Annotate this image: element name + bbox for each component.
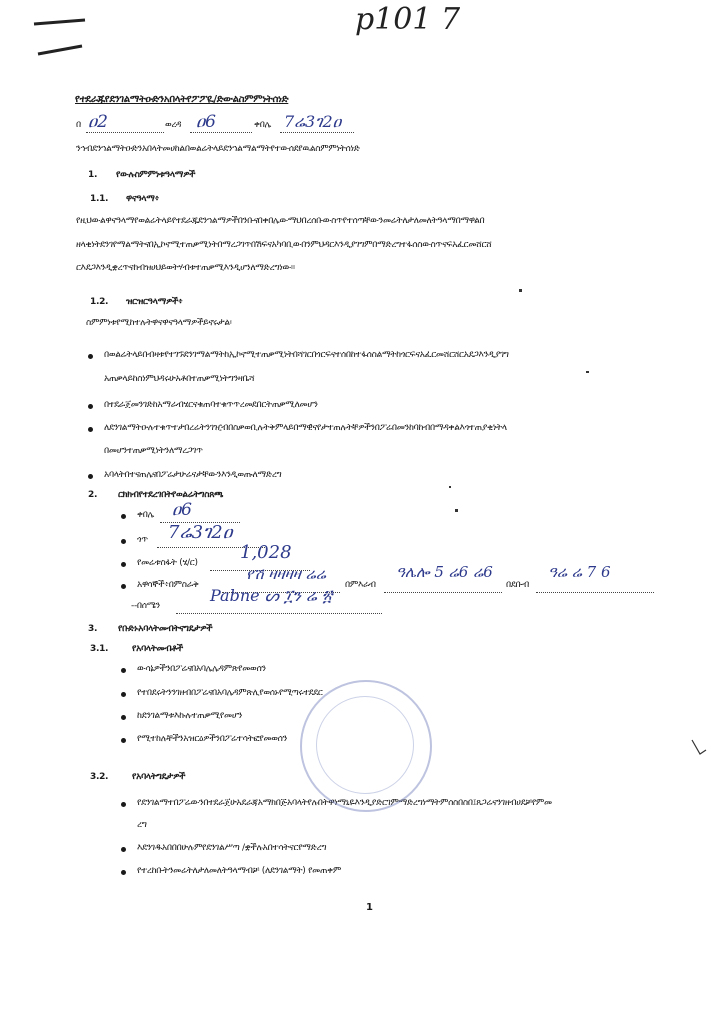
section-1-1-number: 1.1. bbox=[90, 194, 109, 204]
field-line bbox=[384, 592, 502, 593]
field-label: የመሬቱስፋት (ሄ/ር) bbox=[137, 558, 198, 568]
section-3-1-number: 3.1. bbox=[90, 644, 109, 654]
date-name-line bbox=[280, 132, 354, 133]
bullet bbox=[88, 354, 93, 359]
list-item: ረግ bbox=[137, 820, 147, 830]
list-item: ከደንገልማቱእኩሉተጠቃሚየመሆን bbox=[137, 711, 243, 721]
section-1-2-heading: ዝርዝርዓላማዎች፥ bbox=[126, 297, 183, 307]
bullet bbox=[121, 870, 126, 875]
date-month-line bbox=[190, 132, 252, 133]
bullet bbox=[121, 539, 126, 544]
bullet bbox=[121, 668, 126, 673]
section-2-heading: ርክክብየተደረገበትየወልሬትግስጸጫ bbox=[118, 490, 224, 500]
date-month-value: ዐ6 bbox=[196, 112, 216, 132]
section-1-1-line: ዘላቂነትደንገየማልማትናበኢኮኖሚተጠቃሚነትበማረጋገጥበሽፍናአካባቢውበንምህዳርእንዲያገግምበማድረግተፋሰስውስጥናፍአፈርመሸርሸ bbox=[76, 240, 492, 250]
field-label: --በሰሜን bbox=[131, 601, 160, 611]
list-item: ለደንገልማትዑሉተቁጥተታበረሬትንገዢብበስቃወቢሉትቅምላይበማዊናየታተጠሉትቸዎችንበፖሬበመንከባከብበማዳቀልእጎተጠያቂነትላ bbox=[104, 423, 507, 433]
field-line bbox=[536, 592, 654, 593]
date-month-label: ወረዳ bbox=[165, 120, 182, 130]
margin-tick bbox=[690, 738, 710, 760]
date-day-value: ዐ2 bbox=[88, 112, 108, 132]
bullet bbox=[88, 404, 93, 409]
list-item: በወልሬትላይበብዛቱየተገኙደንገማልማትከኢኮኖሚተጠቃሚነትበሻገርበጎርፍናተሰበከተፋሰስልማትከጎርፍናአፈርመሸርሸርአደጋእንዲያገግ bbox=[104, 350, 509, 360]
page-number: 1 bbox=[366, 902, 373, 913]
intro-line: ንኅብደንኀልማትዑድንአበላትመሀከልበወልሬትላይደንኀልማልማትየተውሰደየዉልስምምነትሰነድ bbox=[76, 144, 360, 154]
field-value: 7ሬ3ገ2ዐ bbox=[168, 522, 233, 543]
list-item: አባላትበተናጠሌናበፖሬታሁሬናታቸውንእንዲወጡለማድረግ bbox=[104, 470, 282, 480]
list-item: የደንገልማተበፖሬውንበተደራጀሁአደራጃአማክበጅአባላትየሉበትዋነማኒዬእንዲያድርገምማድረግነማትምሰስበስበ፤ጸጋሬናንገዘብሀደቻየምመ bbox=[137, 798, 552, 808]
list-item: አጠቃላይከስነምህዳሩሁአቶበተጠቃሚነትግንዛቤሻ bbox=[104, 374, 255, 384]
field-value: 1,028 bbox=[240, 542, 292, 563]
handwritten-page-label: p101 7 bbox=[355, 2, 461, 37]
margin-marks bbox=[30, 10, 90, 60]
field-value: የሽ ዛዛዛዛ ሬሬ bbox=[246, 565, 326, 583]
field-value: ዓሬ ሬ 7 6 bbox=[548, 563, 611, 581]
date-day-line bbox=[86, 132, 164, 133]
field-label-west: በምእራብ bbox=[345, 580, 376, 590]
section-1-heading: የውሉስምምነቱዓላማዎች bbox=[116, 170, 196, 180]
bullet bbox=[121, 715, 126, 720]
section-3-2-number: 3.2. bbox=[90, 772, 109, 782]
list-item: ውሳኔዎችንበፖሬናበአባሌሌዳምጽየመወሰን bbox=[137, 664, 266, 674]
bullet bbox=[121, 738, 126, 743]
scan-speck bbox=[449, 486, 451, 488]
field-label: ቀበሌ bbox=[137, 510, 154, 520]
bullet bbox=[121, 514, 126, 519]
section-3-number: 3. bbox=[88, 624, 98, 634]
list-item: የተረከቡትንመሬትለታለመለትዓላማብቻ (ለደንገልማት) የመጠቀም bbox=[137, 866, 342, 876]
scan-speck bbox=[586, 371, 589, 373]
section-1-1-line: የዚህውልዋናዓላማየወልሬትላይየተደራጁደንኀልማዎችበንቡናበቀበሌውማህበረሰቡውስጥየተሰጣቸውንመሬትለታለመለትዓላማበማዋልበ bbox=[76, 216, 485, 226]
section-1-number: 1. bbox=[88, 170, 98, 180]
list-item: በመሆንተጠቃሚነትንለማረጋገጥ bbox=[104, 446, 203, 456]
section-1-2-intro: ስምምነቱየሚከተሉትዋናዋናዓላማዎችይኖሩታል፡ bbox=[86, 318, 232, 328]
bullet bbox=[121, 584, 126, 589]
date-name-value: 7ሬ3ገ2ዐ bbox=[284, 112, 342, 131]
field-value: Pabne ᔕ ፲ን ሬ ፳ bbox=[210, 586, 333, 605]
list-item: እደንገዱአበበበሁሉምየደንገልሥጣ /ቋችሉአበተሳትናርየማድረግ bbox=[137, 843, 327, 853]
bullet bbox=[88, 427, 93, 432]
field-label: አዋሳኞች፥በምስራቅ bbox=[137, 580, 199, 590]
list-item: የሚተከሉቸችንአዝርዕዎችንበፖሬተሳትፎየመወሰን bbox=[137, 734, 288, 744]
field-line bbox=[176, 613, 382, 614]
bullet bbox=[121, 802, 126, 807]
section-3-heading: የቡድኑአባላትመብትናግዴታዎች bbox=[118, 624, 213, 634]
scan-speck bbox=[519, 289, 522, 292]
bullet bbox=[121, 562, 126, 567]
field-value: ዐ6 bbox=[172, 500, 192, 520]
official-stamp bbox=[300, 680, 432, 812]
section-1-1-line: ርእደጋእንዲቋረጥናከብዝሀህይወትሃብቱተጠቃሚእንዲሆንለማድረግነው። bbox=[76, 263, 295, 273]
document-title: የተደራጁየደንገልማትዑድንአበላትየፖፖዪ/ድውልስምምነትሰነድ bbox=[75, 94, 289, 105]
scan-speck bbox=[455, 509, 458, 512]
bullet bbox=[121, 692, 126, 697]
list-item: በተደራጀመንገድከአማራብሄርናቁጠባተቁጥጥረመደበርትጠቃሚለመሆን bbox=[104, 400, 318, 410]
field-label-south: በደቡብ bbox=[506, 580, 529, 590]
date-prefix: በ bbox=[76, 120, 81, 130]
official-stamp-inner-ring bbox=[316, 696, 414, 794]
section-2-number: 2. bbox=[88, 490, 98, 500]
bullet bbox=[121, 847, 126, 852]
section-3-1-heading: የአባላትመብቶች bbox=[132, 644, 183, 654]
date-day-label: ቀበሌ bbox=[254, 120, 271, 130]
section-1-2-number: 1.2. bbox=[90, 297, 109, 307]
section-3-2-heading: የአባላትግዴታዎች bbox=[132, 772, 186, 782]
section-1-1-heading: ዋናዓላማ፥ bbox=[126, 194, 160, 204]
bullet bbox=[88, 474, 93, 479]
list-item: የተበደሩትንንገዘብበፖሬናበአባሌዳምጽሊየወሰኑየሚጣሩተደደር bbox=[137, 688, 323, 698]
field-value: ዓሌሎ 5 ሬ6 ሬ6 bbox=[396, 563, 493, 581]
field-label: ጎጥ bbox=[137, 535, 148, 545]
